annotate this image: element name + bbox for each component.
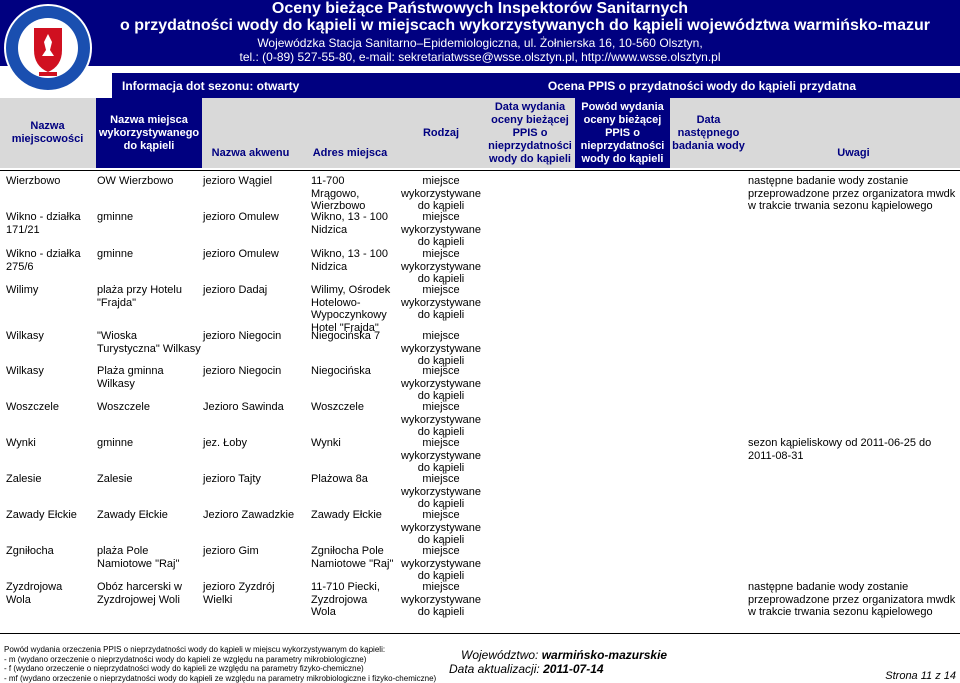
legend-line: - mf (wydano orzeczenie o nieprzydatności wody do kąpieli ze względu na parametry mikrobiologiczne i fizyko-chemiczne) <box>4 674 436 683</box>
cell-adres: 11-710 Piecki, Zyzdrojowa Wola <box>311 581 395 619</box>
col-header: Rodzaj <box>396 98 486 168</box>
cell-miejsce: Obóz harcerski w Zyzdrojowej Woli <box>97 581 201 606</box>
cell-adres: Wilimy, Ośrodek Hotelowo-Wypoczynkowy Hotel "Frajda" <box>311 284 395 334</box>
cell-rodzaj: miejsce wykorzystywane do kąpieli <box>396 365 486 403</box>
cell-miejscowosc: Zgniłocha <box>6 545 90 558</box>
cell-rodzaj: miejsce wykorzystywane do kąpieli <box>396 330 486 368</box>
cell-rodzaj: miejsce wykorzystywane do kąpieli <box>396 509 486 547</box>
cell-rodzaj: miejsce wykorzystywane do kąpieli <box>396 545 486 583</box>
col-header: Nazwa miejscowości <box>0 98 95 168</box>
cell-adres: Zawady Ełckie <box>311 509 395 522</box>
cell-miejsce: gminne <box>97 211 201 224</box>
cell-rodzaj: miejsce wykorzystywane do kąpieli <box>396 248 486 286</box>
update-label: Data aktualizacji: <box>449 662 540 676</box>
cell-rodzaj: miejsce wykorzystywane do kąpieli <box>396 211 486 249</box>
cell-rodzaj: miejsce wykorzystywane do kąpieli <box>396 284 486 322</box>
footer-divider <box>0 633 960 634</box>
cell-akwen: jezioro Niegocin <box>203 330 303 343</box>
cell-adres: 11-700 Mrągowo, Wierzbowo <box>311 175 395 213</box>
cell-miejsce: Zalesie <box>97 473 201 486</box>
cell-miejsce: Plaża gminna Wilkasy <box>97 365 201 390</box>
cell-miejscowosc: Wierzbowo <box>6 175 90 188</box>
cell-rodzaj: miejsce wykorzystywane do kąpieli <box>396 175 486 213</box>
col-header: Nazwa miejsca wykorzystywanego do kąpieli <box>96 98 202 168</box>
page-subtitle: o przydatności wody do kąpieli w miejscach wykorzystywanych do kąpieli województwa warmińsko-mazur <box>120 17 960 35</box>
season-info-bar <box>112 73 960 98</box>
cell-akwen: jezioro Niegocin <box>203 365 303 378</box>
cell-akwen: jezioro Wągiel <box>203 175 303 188</box>
cell-rodzaj: miejsce wykorzystywane do kąpieli <box>396 437 486 475</box>
cell-miejscowosc: Zalesie <box>6 473 90 486</box>
cell-akwen: jezioro Zyzdrój Wielki <box>203 581 303 606</box>
page-header <box>0 0 960 66</box>
cell-rodzaj: miejsce wykorzystywane do kąpieli <box>396 401 486 439</box>
contact-line: tel.: (0-89) 527-55-80, e-mail: sekretariatwsse@wsse.olsztyn.pl, http://www.wsse.olsztyn.pl <box>0 50 960 64</box>
cell-rodzaj: miejsce wykorzystywane do kąpieli <box>396 473 486 511</box>
legend-line: - f (wydano orzeczenie o nieprzydatności wody do kąpieli ze względu na parametry fizyko-chemiczne) <box>4 664 436 674</box>
update-line <box>449 662 604 676</box>
cell-adres: Woszczele <box>311 401 395 414</box>
cell-akwen: jezioro Omulew <box>203 248 303 261</box>
cell-miejscowosc: Wilkasy <box>6 365 90 378</box>
cell-miejsce: plaża Pole Namiotowe "Raj" <box>97 545 201 570</box>
cell-miejsce: "Wioska Turystyczna" Wilkasy <box>97 330 201 355</box>
page-number: Strona 11 z 14 <box>885 670 956 682</box>
sanitary-inspection-logo-icon <box>4 2 92 94</box>
header-divider <box>0 170 960 171</box>
cell-miejsce: OW Wierzbowo <box>97 175 201 188</box>
cell-miejscowosc: Wilimy <box>6 284 90 297</box>
cell-adres: Niegocińska <box>311 365 395 378</box>
cell-adres: Wikno, 13 - 100 Nidzica <box>311 248 395 273</box>
legend-line: - m (wydano orzeczenie o nieprzydatności wody do kąpieli ze względu na parametry mikrobiologiczne) <box>4 655 436 665</box>
cell-akwen: Jezioro Zawadzkie <box>203 509 303 522</box>
cell-miejsce: Woszczele <box>97 401 201 414</box>
cell-akwen: jezioro Omulew <box>203 211 303 224</box>
col-header: Data wydania oceny bieżącej PPIS o nieprzydatności wody do kąpieli <box>486 98 574 168</box>
cell-akwen: jezioro Gim <box>203 545 303 558</box>
cell-adres: Plażowa 8a <box>311 473 395 486</box>
cell-miejsce: gminne <box>97 248 201 261</box>
cell-adres: Wikno, 13 - 100 Nidzica <box>311 211 395 236</box>
cell-adres: Niegocińska 7 <box>311 330 395 343</box>
col-header: Uwagi <box>747 98 960 168</box>
col-header: Nazwa akwenu <box>203 98 298 168</box>
update-date: 2011-07-14 <box>543 662 604 676</box>
cell-miejscowosc: Wilkasy <box>6 330 90 343</box>
cell-adres: Wynki <box>311 437 395 450</box>
cell-miejsce: gminne <box>97 437 201 450</box>
cell-adres: Zgniłocha Pole Namiotowe "Raj" <box>311 545 395 570</box>
cell-miejscowosc: Wikno - działka 171/21 <box>6 211 90 236</box>
voivodeship-value: warmińsko-mazurskie <box>542 648 667 662</box>
cell-akwen: jez. Łoby <box>203 437 303 450</box>
reason-legend <box>4 645 436 683</box>
cell-uwagi: następne badanie wody zostanie przeprowadzone przez organizatora mwdk w trakcie trwania sezonu kąpielowego <box>748 175 958 213</box>
cell-uwagi: sezon kąpieliskowy od 2011-06-25 do 2011-08-31 <box>748 437 958 462</box>
voivodeship-line <box>461 648 667 662</box>
cell-miejscowosc: Zyzdrojowa Wola <box>6 581 90 606</box>
cell-akwen: Jezioro Sawinda <box>203 401 303 414</box>
table-header <box>0 98 960 168</box>
voivodeship-label: Województwo: <box>461 648 538 662</box>
col-header: Adres miejsca <box>305 98 395 168</box>
cell-akwen: jezioro Dadaj <box>203 284 303 297</box>
assessment-status: Ocena PPIS o przydatności wody do kąpieli przydatna <box>548 79 856 93</box>
cell-miejscowosc: Wikno - działka 275/6 <box>6 248 90 273</box>
cell-akwen: jezioro Tajty <box>203 473 303 486</box>
cell-miejscowosc: Zawady Ełckie <box>6 509 90 522</box>
cell-miejscowosc: Wynki <box>6 437 90 450</box>
col-header: Data następnego badania wody <box>671 98 746 168</box>
legend-line: Powód wydania orzeczenia PPIS o nieprzydatności wody do kąpieli w miejscu wykorzystywanym do kąpieli: <box>4 645 436 655</box>
cell-miejsce: Zawady Ełckie <box>97 509 201 522</box>
page-title: Oceny bieżące Państwowych Inspektorów Sanitarnych <box>0 0 960 18</box>
col-header: Powód wydania oceny bieżącej PPIS o nieprzydatności wody do kąpieli <box>575 98 670 168</box>
season-status: Informacja dot sezonu: otwarty <box>122 79 299 93</box>
cell-uwagi: następne badanie wody zostanie przeprowadzone przez organizatora mwdk w trakcie trwania sezonu kąpielowego <box>748 581 958 619</box>
cell-rodzaj: miejsce wykorzystywane do kąpieli <box>396 581 486 619</box>
cell-miejsce: plaża przy Hotelu "Frajda" <box>97 284 201 309</box>
cell-miejscowosc: Woszczele <box>6 401 90 414</box>
address-line: Wojewódzka Stacja Sanitarno–Epidemiologiczna, ul. Żołnierska 16, 10-560 Olsztyn, <box>0 36 960 50</box>
